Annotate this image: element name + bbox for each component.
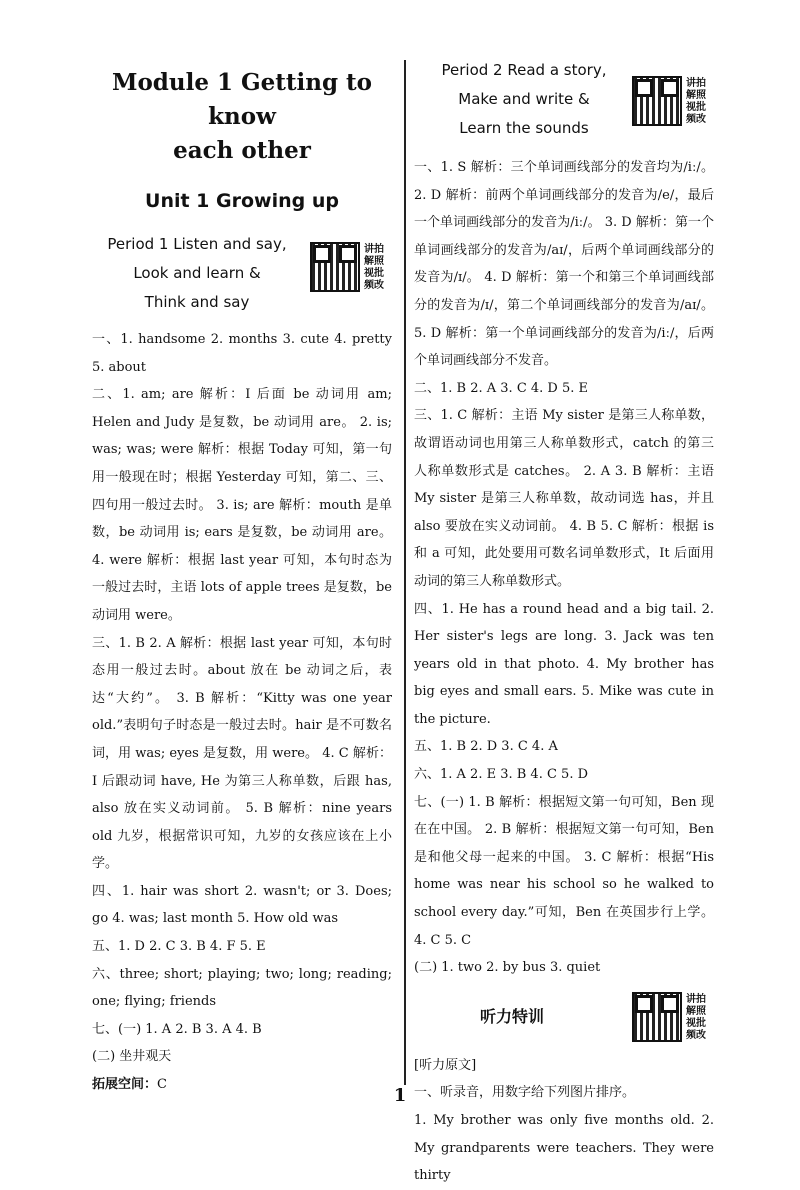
answer-section: 四、1. hair was short 2. wasn't; or 3. Does; go 4. was; last month 5. How old was (92, 883, 392, 927)
listening-section1-heading: 一、听录音，用数字给下列图片排序。 (414, 1085, 636, 1101)
module-title: Module 1 Getting to know each other (111, 69, 373, 164)
answer-section: (二) 坐井观天 (92, 1049, 172, 1065)
answer-section: 二、1. B 2. A 3. C 4. D 5. E (414, 380, 589, 396)
answer-section: 五、1. B 2. D 3. C 4. A (414, 739, 558, 755)
qr-label: 讲拍解照视批频改 (364, 244, 384, 291)
answer-section: 三、1. C 解析：主语 My sister 是第三人称单数，故谓语动词也用第三人称单数形式，catch 的第三人称单数形式是 catches。 2. A 3. B 解析：主语 My sister 是第三人称单数，故动词选 has，并且 also 要放在实义动词前。 4. B 5. C 解析：根据 is 和 a 可知，此处要用可数名词单数形式，It 后面用动词的第三人称单数形式。 (414, 408, 714, 589)
answer-section: 四、1. He has a round head and a big tail. 2. Her sister's legs are long. 3. Jack was ten years old in that photo. 4. My brother has big eyes and small ears. 5. Mike was cute in the picture. (414, 601, 714, 727)
period1-line2: Look and learn & (133, 264, 261, 282)
extension-label: 拓展空间： (92, 1077, 158, 1093)
period2-line1: Period 2 Read a story, (441, 61, 607, 79)
period2-heading (414, 58, 714, 154)
qr-code-period1[interactable] (310, 242, 392, 296)
period1-line1: Period 1 Listen and say, (107, 235, 287, 253)
answer-section: 三、1. B 2. A 解析：根据 last year 可知，本句时态用一般过去时。about 放在 be 动词之后，表达“大约”。 3. B 解析：“Kitty was one year old.”表明句子时态是一般过去时。hair 是不可数名词，用 was; eyes 是复数，用 were。 4. C 解析：I 后跟动词 have, He 为第三人称单数，后跟 has, also 放在实义动词前。 5. B 解析：nine years old 九岁，根据常识可知，九岁的女孩应该在上小学。 (92, 635, 392, 872)
period2-line3: Learn the sounds (459, 119, 589, 137)
left-answers (92, 326, 392, 1099)
unit-title: Unit 1 Growing up (145, 190, 339, 212)
qr-label: 讲拍解照视批频改 (686, 78, 706, 125)
left-column (92, 58, 392, 1099)
answer-section: 五、1. D 2. C 3. B 4. F 5. E (92, 939, 266, 955)
extension-answer: C (157, 1077, 167, 1093)
listening-original-label: [听力原文] (414, 1057, 477, 1073)
right-column (414, 58, 714, 1190)
answer-section: 二、1. am; are 解析：I 后面 be 动词用 am; Helen and Judy 是复数，be 动词用 are。 2. is; was; was; were 解析：根据 Today 可知，第一句用一般现在时；根据 Yesterday 可知，第二、三、四句用一般过去时。 3. is; are 解析：mouth 是单数，be 动词用 is; ears 是复数，be 动词用 are。 4. were 解析：根据 last year 可知，本句时态为一般过去时，主语 lots of apple trees 是复数，be 动词用 were。 (92, 387, 392, 623)
qr-code-icon (632, 76, 682, 126)
column-divider (404, 60, 406, 1085)
qr-code-icon (310, 242, 360, 292)
qr-code-period2[interactable] (632, 76, 714, 130)
answer-section: 七、(一) 1. B 解析：根据短文第一句可知，Ben 现在在中国。 2. B 解析：根据短文第一句可知，Ben 是和他父母一起来的中国。 3. C 解析：根据“His home was near his school so he walked to school every day.”可知，Ben 在英国步行上学。 4. C 5. C (414, 794, 714, 948)
answer-section: 一、1. handsome 2. months 3. cute 4. pretty 5. about (92, 332, 392, 375)
answer-section: 六、three; short; playing; two; long; reading; one; flying; friends (92, 966, 392, 1010)
listening-title: 听力特训 (480, 1006, 545, 1026)
listening-heading (414, 982, 714, 1052)
listening-section1-text: 1. My brother was only five months old. 2. My grandparents were teachers. They were thirty (414, 1113, 714, 1184)
answer-section: 一、1. S 解析：三个单词画线部分的发音均为/iː/。 2. D 解析：前两个单词画线部分的发音为/e/，最后一个单词画线部分的发音为/iː/。 3. D 解析：第一个单词画线部分的发音为/aɪ/，后两个单词画线部分的发音为/ɪ/。 4. D 解析：第一个和第三个单词画线部分的发音为/ɪ/，第二个单词画线部分的发音为/aɪ/。 5. D 解析：第一个单词画线部分的发音为/iː/，后两个单词画线部分不发音。 (414, 160, 714, 369)
answer-section: (二) 1. two 2. by bus 3. quiet (414, 960, 601, 976)
period2-line2: Make and write & (458, 90, 590, 108)
qr-code-icon (632, 992, 682, 1042)
qr-label: 讲拍解照视批频改 (686, 993, 706, 1041)
answer-section: 七、(一) 1. A 2. B 3. A 4. B (92, 1021, 262, 1037)
page-number: 1 (393, 1085, 407, 1106)
period1-heading (92, 230, 392, 326)
answer-section: 六、1. A 2. E 3. B 4. C 5. D (414, 767, 589, 783)
qr-code-listening[interactable] (632, 992, 714, 1046)
period1-line3: Think and say (144, 293, 250, 311)
right-answers (414, 154, 714, 982)
